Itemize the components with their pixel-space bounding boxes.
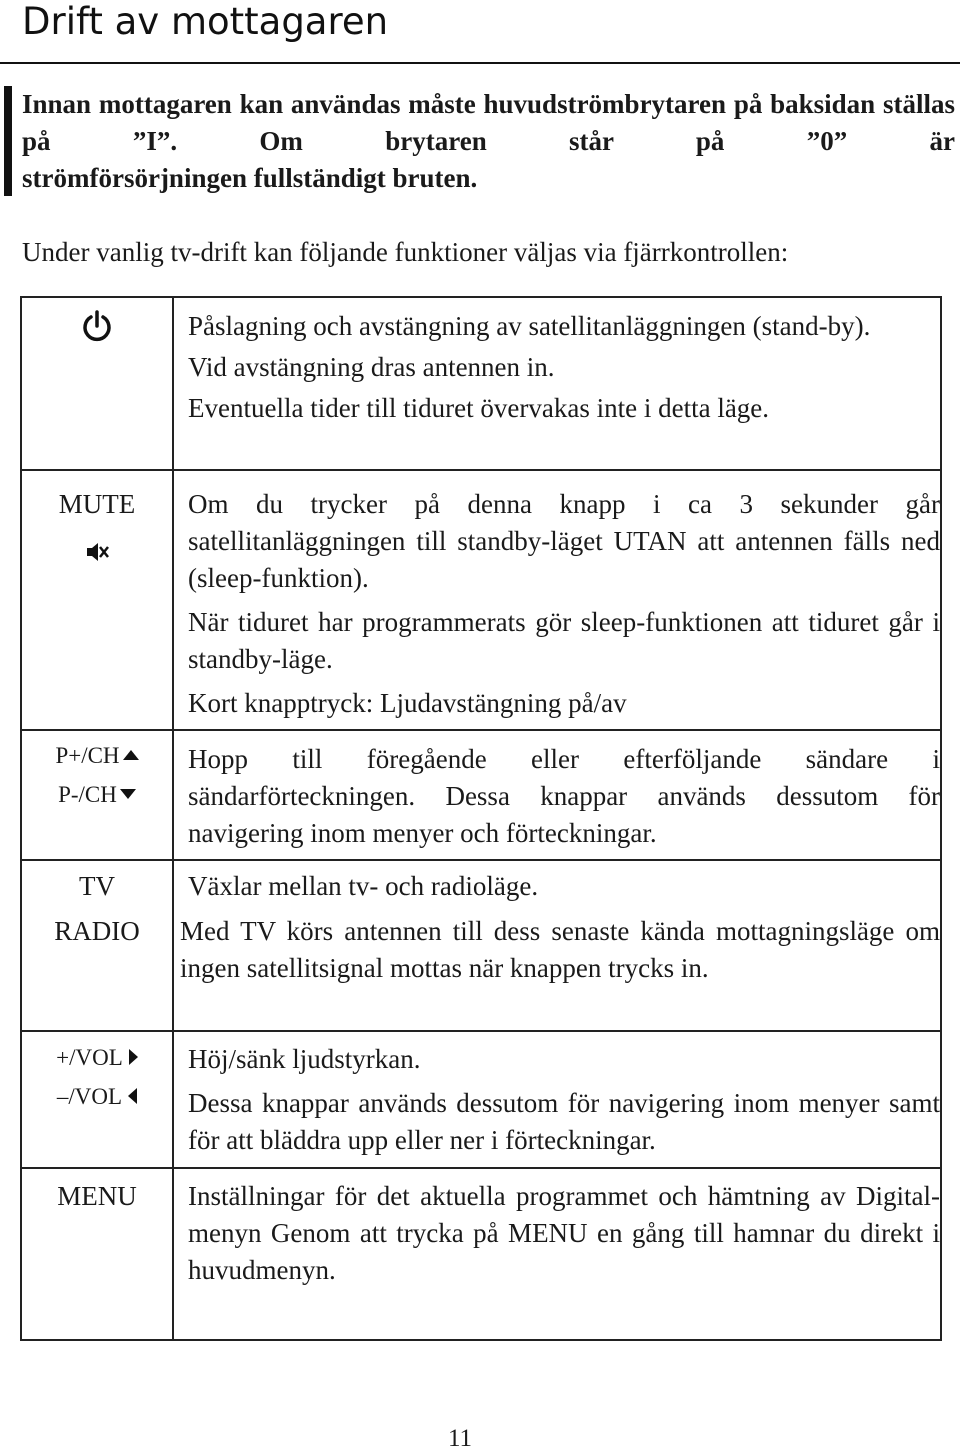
row-divider: [22, 469, 940, 471]
page-number: 11: [447, 1425, 473, 1452]
standby-desc-line: Påslagning och avstängning av satellitanläggningen (stand-by).: [188, 311, 871, 341]
menu-description: [188, 1178, 940, 1289]
volume-down-text: –/VOL: [56, 1084, 123, 1109]
volume-down-key-label: [22, 1078, 172, 1115]
power-switch-note-last-line: strömförsörjningen fullständigt bruten.: [22, 163, 478, 193]
column-divider: [172, 298, 174, 1339]
channel-up-key-label: [22, 737, 172, 774]
mute-speaker-icon: [84, 539, 110, 565]
row-divider: [22, 1167, 940, 1169]
power-icon: [81, 310, 113, 344]
radio-desc-line: Med TV körs antennen till dess senaste kända mottagningsläge om ingen satellitsignal mottas när knappen trycks in.: [180, 916, 940, 983]
volume-desc-line: Dessa knappar används dessutom för navigering inom menyer samt för att bläddra upp eller ner i förteckningar.: [188, 1088, 940, 1155]
row-divider: [22, 729, 940, 731]
standby-desc-line: Eventuella tider till tiduret övervakas inte i detta läge.: [188, 393, 770, 423]
power-switch-note: [22, 86, 955, 197]
arrow-right-icon: [129, 1049, 138, 1065]
mute-description: [188, 486, 940, 722]
mute-key-icon-cell: [22, 538, 172, 568]
menu-key-label: MENU: [57, 1181, 137, 1211]
radio-description: [180, 913, 940, 987]
tv-desc-line: Växlar mellan tv- och radioläge.: [188, 871, 539, 901]
mute-desc-line: Kort knapptryck: Ljudavstängning på/av: [188, 688, 627, 718]
note-margin-bar: [4, 86, 12, 196]
mute-desc-line: Om du trycker på denna knapp i ca 3 sekunder går satellitanläggningen till standby-läget UTAN att antennen fälls ned (sleep-funktion).: [188, 489, 940, 593]
arrow-up-icon: [123, 750, 139, 760]
volume-description: [188, 1041, 940, 1159]
channel-desc-line: Hopp till föregående eller efterföljande sändare i sändarförteckningen. Dessa knappar används dessutom för navigering inom menyer och förteckningar.: [188, 744, 940, 848]
title-rule: [0, 62, 960, 64]
channel-down-key-label: [22, 776, 172, 813]
tv-description: [188, 868, 940, 905]
tv-key-label: TV: [79, 871, 115, 901]
volume-up-key-label: [22, 1039, 172, 1076]
row-divider: [22, 859, 940, 861]
standby-desc-line: Vid avstängning dras antennen in.: [188, 352, 555, 382]
power-key-label: [22, 310, 172, 350]
radio-key-label: RADIO: [54, 916, 140, 946]
power-switch-note-text: Innan mottagaren kan användas måste huvudströmbrytaren på baksidan ställas på ”I”. Om brytaren står på ”0” är: [22, 89, 955, 156]
volume-desc-line: Höj/sänk ljudstyrkan.: [188, 1044, 421, 1074]
menu-desc-line: Inställningar för det aktuella programmet och hämtning av Digital-menyn Genom att trycka på MENU en gång till hamnar du direkt i huvudmenyn.: [188, 1181, 940, 1285]
remote-function-table: [20, 296, 942, 1341]
channel-description: [188, 741, 940, 852]
channel-down-text: P-/CH: [58, 782, 117, 807]
row-divider: [22, 1030, 940, 1032]
standby-description: [188, 308, 940, 427]
arrow-left-icon: [128, 1088, 137, 1104]
arrow-down-icon: [120, 789, 136, 799]
channel-up-text: P+/CH: [55, 743, 120, 768]
intro-paragraph: Under vanlig tv-drift kan följande funktioner väljas via fjärrkontrollen:: [22, 237, 789, 267]
mute-desc-line: När tiduret har programmerats gör sleep-funktionen att tiduret går i standby-läge.: [188, 607, 940, 674]
page-title: Drift av mottagaren: [22, 0, 389, 43]
mute-key-label: MUTE: [58, 489, 136, 519]
volume-up-text: +/VOL: [56, 1045, 123, 1070]
